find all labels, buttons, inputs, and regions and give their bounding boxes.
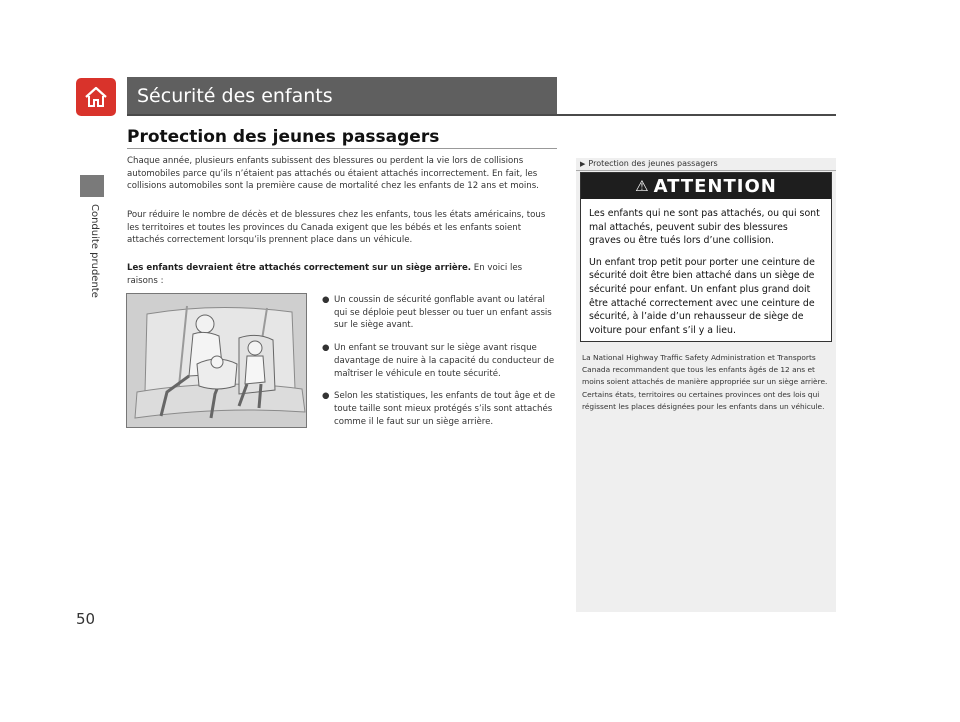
rear-seat-emphasis: Les enfants devraient être attachés correctement sur un siège arrière. [127,263,472,273]
reference-arrow-icon: ▶ [580,160,586,168]
warning-triangle-icon: ⚠ [635,177,650,195]
side-note-text: La National Highway Traffic Safety Administration et Transports Canada recommandent que tous les enfants âgés de 12 ans et moins soient attachés de manière appropriée sur un siège arrière. Certains états, territoires ou certaines provinces ont des lois qui régissent les places désignées pour les enfants dans un véhicule. [582,353,828,411]
side-note-heading: ▶ Protection des jeunes passagers [576,158,836,171]
home-button[interactable] [76,78,116,116]
title-divider [127,114,836,116]
page-number: 50 [76,610,96,628]
reasons-list [322,294,558,438]
child-rear-seat-illustration [126,293,307,428]
warning-paragraph-1: Les enfants qui ne sont pas attachés, ou qui sont mal attachés, peuvent subir des blessures graves ou être tués lors d’une collision. [589,208,820,247]
intro-paragraph: Chaque année, plusieurs enfants subissent des blessures ou perdent la vie lors de collisions automobiles parce qu’ils n’étaient pas attachés ou étaient attachés incorrectement. En fait, les collisions automobiles sont la première cause de mortalité chez les enfants de 12 ans et moins. [127,156,539,192]
chapter-tab[interactable] [80,175,104,197]
bullet-icon: ● [322,295,330,305]
list-item: ● Un coussin de sécurité gonflable avant ou latéral qui se déploie peut blesser ou tuer un enfant assis sur le siège avant. [322,295,552,331]
list-item: ● Un enfant se trouvant sur le siège avant risque davantage de nuire à la capacité du conducteur de maîtriser le véhicule en toute sécurité. [322,343,555,379]
chapter-title: Sécurité des enfants [127,77,557,115]
warning-header: ⚠ ATTENTION [581,173,831,199]
side-note-panel [576,158,836,612]
bullet-icon: ● [322,391,330,402]
warning-paragraph-2: Un enfant trop petit pour porter une ceinture de sécurité doit être bien attaché dans un siège de sécurité pour enfant. Un enfant plus grand doit être attaché correctement avec une ceinture de sécurité, à l’aide d’un rehausseur de siège de voiture pour enfant s’il y a lieu. [589,256,815,336]
section-title: Protection des jeunes passagers [127,127,440,147]
bullet-icon: ● [322,343,330,354]
side-chapter-label: Conduite prudente [89,204,100,298]
warning-box [580,172,832,342]
regulation-paragraph: Pour réduire le nombre de décès et de blessures chez les enfants, tous les états américains, tous les territoires et toutes les provinces du Canada exigent que les bébés et les enfants soient attachés correctement lorsqu’ils prennent place dans un véhicule. [127,210,546,246]
rear-seat-reasons: En voici les raisons : [127,263,523,286]
list-item: ● Selon les statistiques, les enfants de tout âge et de toute taille sont mieux protégés s’ils sont attachés comme il le faut sur un siège arrière. [322,391,556,427]
rear-seat-paragraph [127,262,547,287]
home-icon [83,85,109,109]
section-divider [127,148,557,149]
